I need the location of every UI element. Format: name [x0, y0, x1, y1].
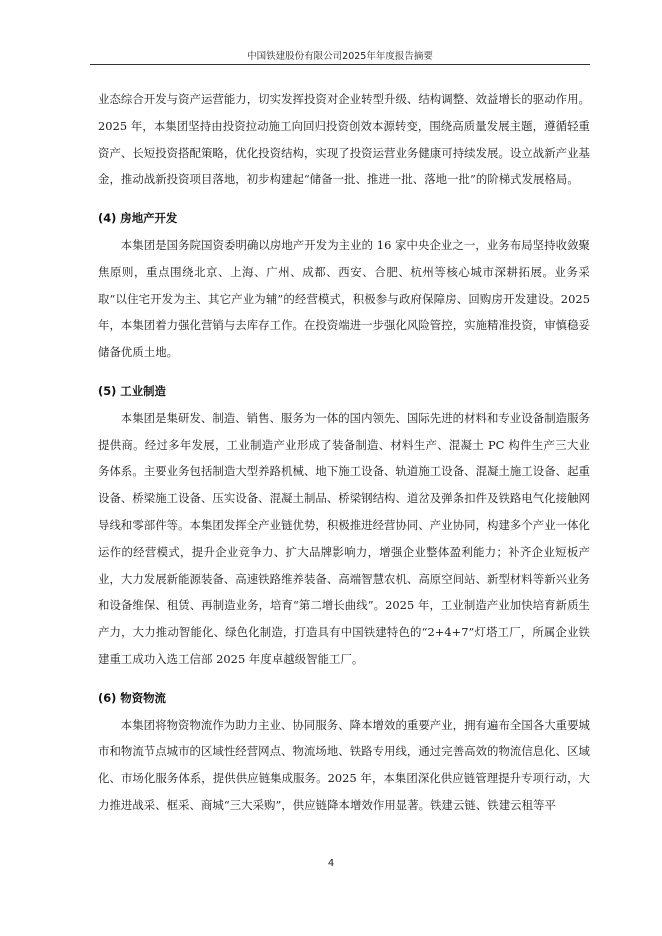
section-title-industrial-manufacturing: (5) 工业制造	[98, 383, 166, 398]
section-title-real-estate: (4) 房地产开发	[98, 211, 178, 226]
header-divider	[90, 64, 590, 65]
page-header: 中国铁建股份有限公司2025年年度报告摘要	[247, 51, 433, 62]
section-paragraph-materials-logistics: 本集团将物资物流作为助力主业、协同服务、降本增效的重要产业，拥有遍布全国各大重要城市和物流节点城市的区域性经营网点、物流场地、铁路专用线，通过完善高效的物流信息化、区域化、市场化服务体系，提供供应链集成服务。2025 年，本集团深化供应链管理提升专项行动，大力推进战采、框采、商城“三大采购”，供应链降本增效作用显著。铁建云链、铁建云租等平	[98, 717, 590, 812]
section-paragraph-industrial-manufacturing: 本集团是集研发、制造、销售、服务为一体的国内领先、国际先进的材料和专业设备制造服务提供商。经过多年发展，工业制造产业形成了装备制造、材料生产、混凝土 PC 构件生产三大业务体系。主要业务包括制造大型养路机械、地下施工设备、轨道施工设备、混凝土施工设备、起重设备、桥梁施工设备、压实设备、混凝土制品、桥梁钢结构、道岔及弹条扣件及铁路电气化接触网导线和零部件等。本集团发挥全产业链优势，积极推进经营协同、产业协同，构建多个产业一体化运作的经营模式，提升企业竞争力、扩大品牌影响力，增强企业整体盈利能力；补齐企业短板产业，大力发展新能源装备、高速铁路维养装备、高端智慧农机、高原空间站、新型材料等新兴业务和设备维保、租赁、再制造业务，培育“第二增长曲线”。2025 年，工业制造产业加快培育新质生产力，大力推动智能化、绿色化制造，打造具有中国铁建特色的“2+4+7”灯塔工厂，所属企业铁建重工成功入选工信部 2025 年度卓越级智能工厂。	[98, 410, 590, 666]
document-body	[98, 86, 590, 819]
section-title-materials-logistics: (6) 物资物流	[98, 690, 166, 705]
intro-paragraph: 业态综合开发与资产运营能力，切实发挥投资对企业转型升级、结构调整、效益增长的驱动作用。2025 年，本集团坚持由投资拉动施工向回归投资创效本源转变，围绕高质量发展主题，遵循轻重资产、长短投资搭配策略，优化投资结构，实现了投资运营业务健康可持续发展。设立战新产业基金，推动战新投资项目落地，初步构建起“储备一批、推进一批、落地一批”的阶梯式发展格局。	[98, 92, 590, 187]
page-number: 4	[327, 858, 335, 869]
section-paragraph-real-estate: 本集团是国务院国资委明确以房地产开发为主业的 16 家中央企业之一，业务布局坚持收敛聚焦原则，重点围绕北京、上海、广州、成都、西安、合肥、杭州等核心城市深耕拓展。业务采取“以住宅开发为主、其它产业为辅”的经营模式，积极参与政府保障房、回购房开发建设。2025 年，本集团着力强化营销与去库存工作。在投资端进一步强化风险管控，实施精准投资，审慎稳妥储备优质土地。	[98, 237, 590, 360]
